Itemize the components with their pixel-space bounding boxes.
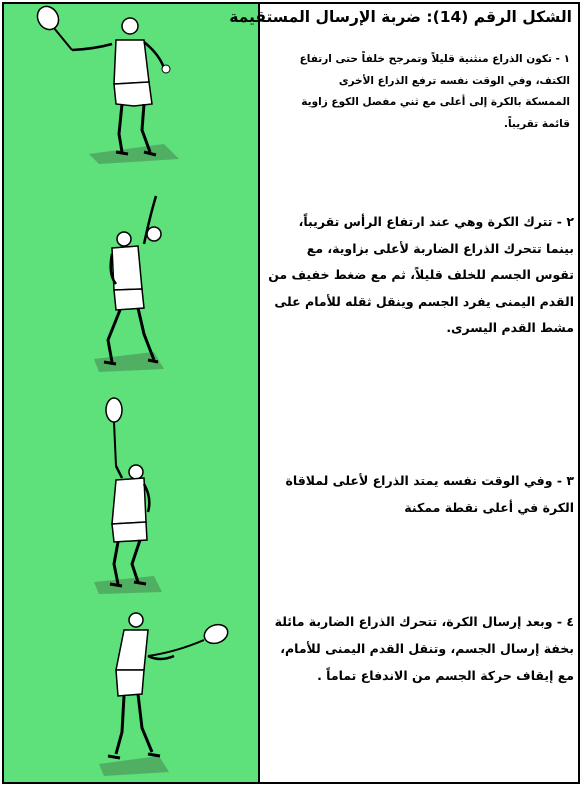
player-figure-4-icon <box>4 604 258 784</box>
page-frame <box>2 2 580 784</box>
page-title: الشكل الرقم (14): ضربة الإرسال المستقيمة <box>229 8 572 26</box>
player-figure-1-icon <box>4 4 258 174</box>
step-1-text: ١ - تكون الذراع منثنية قليلاً وتمرجح خلفاً حتى ارتفاع الكتف، وفي الوقت نفسه ترفع الذراع الأخرى الممسكة بالكرة إلى أعلى مع ثني مفصل الكوع زاوية قائمة تقريباً. <box>299 53 570 130</box>
illustration-strip <box>4 4 260 782</box>
step-3-text: ٣ - وفي الوقت نفسه يمتد الذراع لأعلى لملاقاة الكرة في أعلى نقطة ممكنة <box>285 473 574 515</box>
step-2-text: ٢ - تترك الكرة وهي عند ارتفاع الرأس تقريباً، بينما تتحرك الذراع الضاربة لأعلى بزاوية، مع تقوس الجسم للخلف قليلاً، ثم مع ضغط خفيف من القدم اليمنى يفرد الجسم وينقل ثقله للأمام على مشط القدم اليسرى. <box>268 214 574 335</box>
text-column <box>229 4 580 782</box>
step-4-text: ٤ - وبعد إرسال الكرة، تتحرك الذراع الضاربة مائلة بخفة إرسال الجسم، وتنقل القدم اليمنى للأمام، مع إيقاف حركة الجسم من الاندفاع تماماً . <box>274 614 574 683</box>
player-figure-3-icon <box>4 394 258 604</box>
player-figure-2-icon <box>4 184 258 384</box>
